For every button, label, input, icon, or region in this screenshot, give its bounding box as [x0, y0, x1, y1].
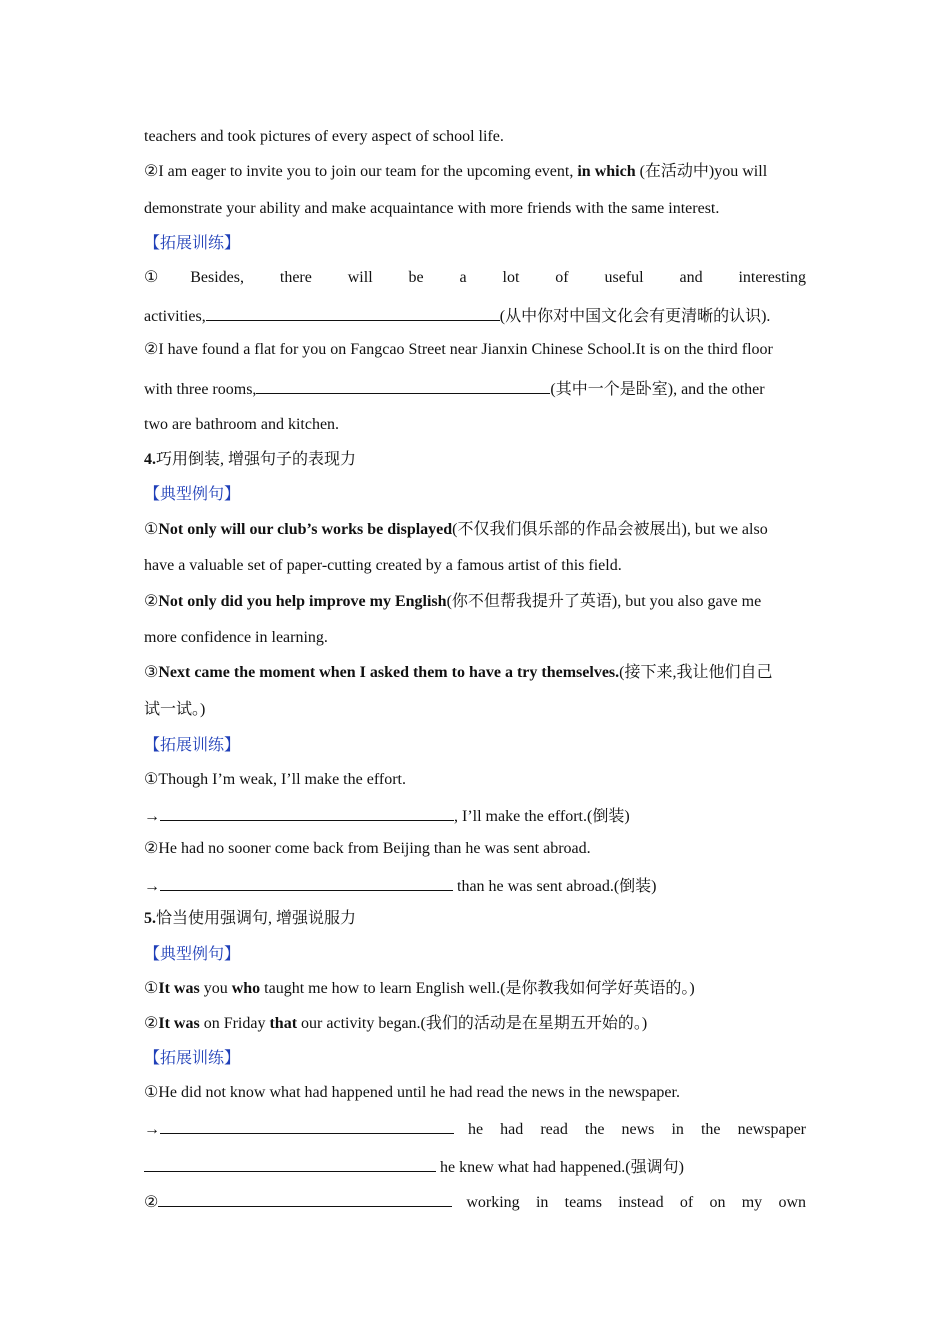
- answer-blank[interactable]: [160, 804, 454, 821]
- text: (其中一个是卧室), and the other: [550, 381, 765, 398]
- section-number: 5.: [144, 910, 156, 927]
- section-title: 巧用倒装, 增强句子的表现力: [156, 451, 357, 468]
- exercise-line: [144, 804, 806, 826]
- exercise-sentence: ①Besides, there will be a lot of useful and interesting: [144, 269, 806, 286]
- text: ②I am eager to invite you to join our team for the upcoming event,: [144, 163, 578, 180]
- answer-blank[interactable]: [158, 1190, 452, 1207]
- text: taught me how to learn English well.(是你教我如何学好英语的。): [260, 980, 695, 997]
- section-heading-extension: 【拓展训练】: [144, 737, 241, 754]
- exercise-line: [144, 874, 806, 896]
- arrow-icon: →: [144, 1121, 160, 1138]
- answer-blank[interactable]: [256, 377, 550, 394]
- example-sentence: [144, 662, 806, 684]
- exercise-sentence: ②I have found a flat for you on Fangcao Street near Jianxin Chinese School.It is on the third floor: [144, 341, 773, 358]
- text: activities,: [144, 308, 206, 325]
- text: ③: [144, 664, 159, 681]
- text-line: have a valuable set of paper-cutting created by a famous artist of this field.: [144, 557, 622, 574]
- text: (接下来,我让他们自己: [619, 664, 773, 681]
- text: working in teams instead of on my own: [466, 1194, 806, 1211]
- arrow-icon: →: [144, 878, 160, 895]
- exercise-line: [144, 304, 806, 326]
- text: (从中你对中国文化会有更清晰的认识).: [499, 308, 771, 325]
- example-sentence: [144, 1013, 806, 1035]
- example-sentence: [144, 161, 806, 183]
- bold-phrase: that: [269, 1015, 298, 1032]
- text-line: more confidence in learning.: [144, 629, 328, 646]
- bold-phrase: It was: [158, 1015, 200, 1032]
- bold-phrase: in which: [577, 163, 636, 180]
- section-title-5: [144, 908, 806, 930]
- answer-blank[interactable]: [144, 1155, 436, 1172]
- text: our activity began.(我们的活动是在星期五开始的。): [297, 1015, 648, 1032]
- exercise-sentence: ①He did not know what had happened until he had read the news in the newspaper.: [144, 1084, 680, 1101]
- section-title-4: [144, 449, 806, 471]
- text: on Friday: [199, 1015, 270, 1032]
- example-sentence: [144, 591, 806, 613]
- text: ②: [144, 1015, 159, 1032]
- exercise-sentence: ②He had no sooner come back from Beijing than he was sent abroad.: [144, 840, 591, 857]
- arrow-icon: →: [144, 808, 160, 825]
- bold-phrase: who: [231, 980, 261, 997]
- answer-blank[interactable]: [160, 1117, 454, 1134]
- answer-blank[interactable]: [206, 304, 500, 321]
- section-heading-extension: 【拓展训练】: [144, 235, 241, 252]
- text: ②: [144, 1194, 159, 1211]
- section-heading-example: 【典型例句】: [144, 486, 241, 503]
- text: , I’ll make the effort.(倒装): [454, 808, 630, 825]
- example-sentence: [144, 978, 806, 1000]
- text: ①: [144, 521, 159, 538]
- section-heading-extension: 【拓展训练】: [144, 1050, 241, 1067]
- bold-phrase: Not only will our club’s works be displayed: [158, 521, 453, 538]
- text: (在活动中)you will: [635, 163, 768, 180]
- text: ②: [144, 593, 159, 610]
- text: than he was sent abroad.(倒装): [453, 878, 657, 895]
- exercise-line: [144, 1117, 806, 1139]
- text: (不仅我们俱乐部的作品会被展出), but we also: [452, 521, 768, 538]
- text-line: demonstrate your ability and make acquaintance with more friends with the same interest.: [144, 200, 720, 217]
- text: he had read the news in the newspaper: [468, 1121, 806, 1138]
- text-line: teachers and took pictures of every aspect of school life.: [144, 128, 504, 145]
- text-line: 试一试。): [144, 701, 206, 718]
- text: ①: [144, 980, 159, 997]
- exercise-line: [144, 1190, 806, 1212]
- answer-blank[interactable]: [160, 874, 453, 891]
- exercise-sentence: ①Though I’m weak, I’ll make the effort.: [144, 771, 406, 788]
- text: he knew what had happened.(强调句): [436, 1159, 684, 1176]
- section-title: 恰当使用强调句, 增强说服力: [156, 910, 357, 927]
- section-heading-example: 【典型例句】: [144, 946, 241, 963]
- exercise-line: [144, 377, 806, 399]
- text-line: two are bathroom and kitchen.: [144, 416, 340, 433]
- text: with three rooms,: [144, 381, 257, 398]
- text: (你不但帮我提升了英语), but you also gave me: [446, 593, 762, 610]
- bold-phrase: It was: [158, 980, 200, 997]
- text: you: [199, 980, 232, 997]
- section-number: 4.: [144, 451, 156, 468]
- example-sentence: [144, 519, 806, 541]
- exercise-line: [144, 1155, 806, 1177]
- bold-phrase: Next came the moment when I asked them to have a try themselves.: [158, 664, 620, 681]
- bold-phrase: Not only did you help improve my English: [158, 593, 447, 610]
